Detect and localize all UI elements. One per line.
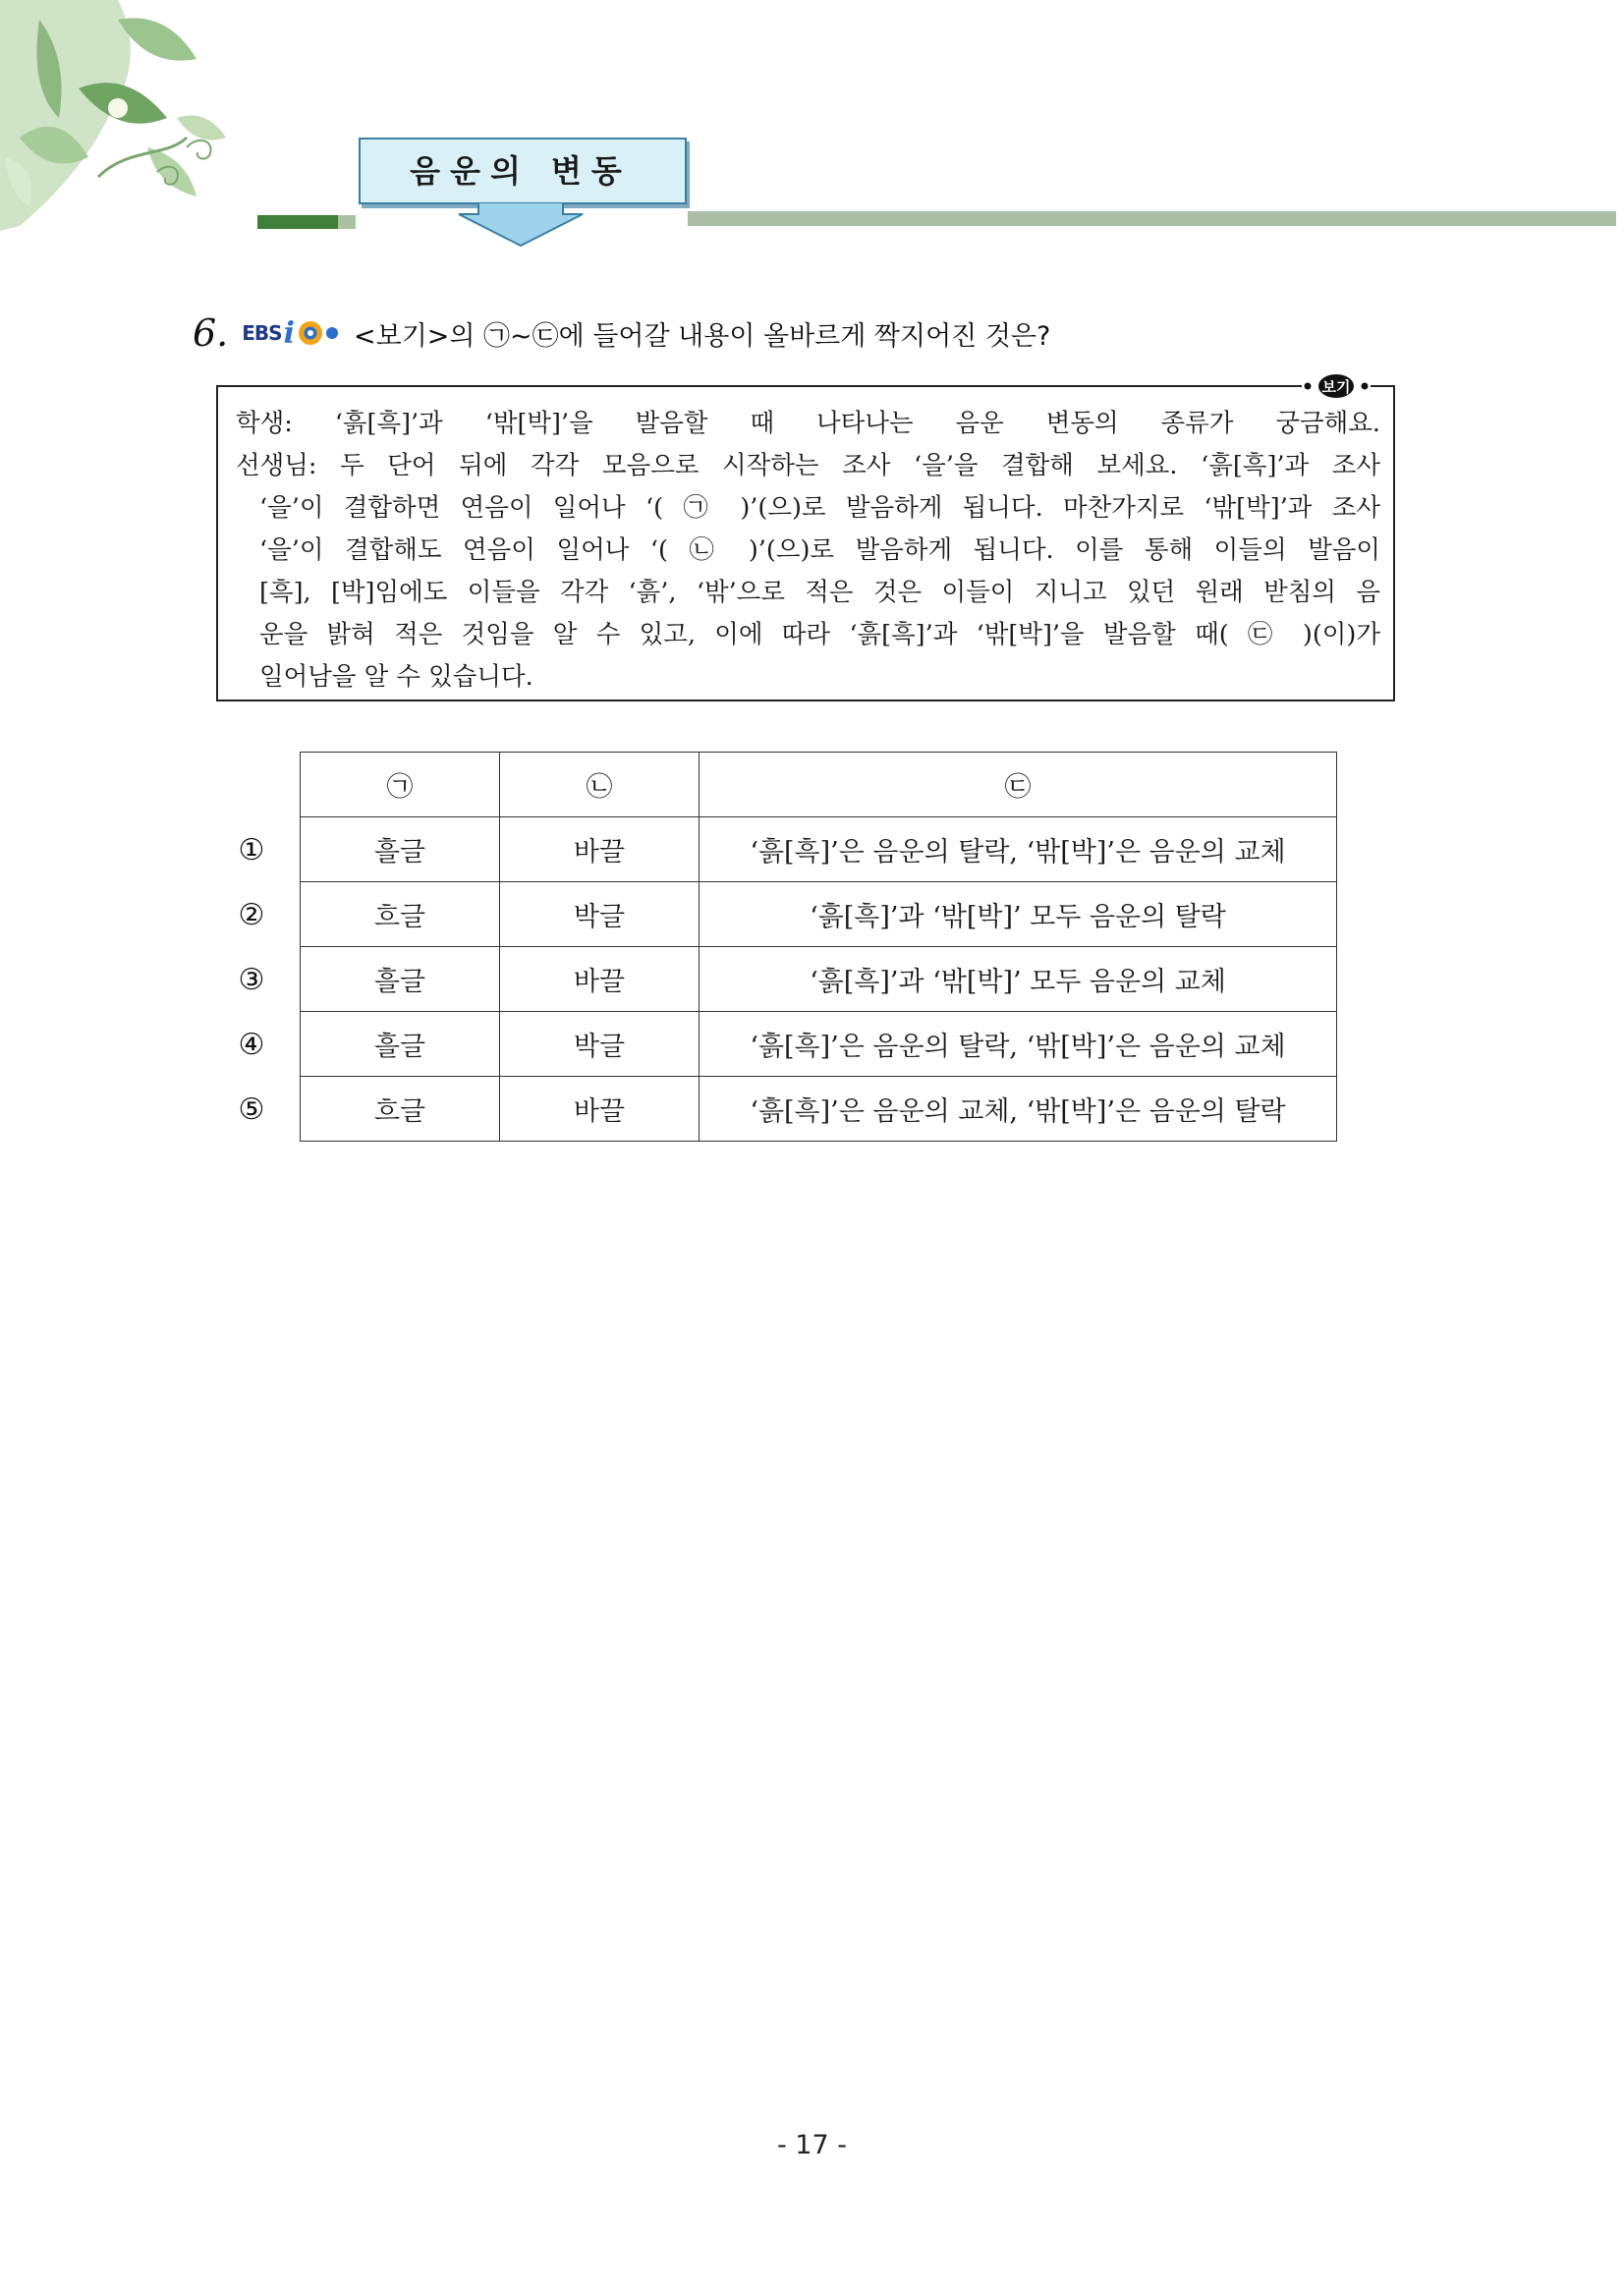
option-number-5: ⑤ (238, 1092, 265, 1127)
bogi-line-4: ‘을’이 결합해도 연음이 일어나 ‘( ㉡ )’(으)로 발음하게 됩니다. 이를 통해 이들의 발음이 (259, 535, 1380, 565)
bogi-line-2: 선생님: 두 단어 뒤에 각각 모음으로 시작하는 조사 ‘을’을 결합해 보세요. ‘흙[흑]’과 조사 (236, 451, 1380, 480)
question-number: 6. (193, 311, 229, 355)
section-title: 음운의 변동 (410, 152, 632, 190)
cell-a: 흐글 (301, 1077, 500, 1142)
bogi-line-5: [흑], [박]임에도 이들을 각각 ‘흙’, ‘밖’으로 적은 것은 이들이 지니고 있던 원래 받침의 음 (259, 578, 1380, 607)
answer-table (300, 752, 1337, 1142)
ebs-logo-i: i (283, 315, 295, 351)
option-number-3: ③ (238, 963, 265, 997)
cell-a: 흘글 (301, 947, 500, 1012)
header-cell-b: ㉡ (500, 753, 700, 817)
header-cell-a: ㉠ (301, 753, 500, 817)
bogi-line-1: 학생: ‘흙[흑]’과 ‘밖[박]’을 발음할 때 나타나는 음운 변동의 종류가 궁금해요. (236, 409, 1380, 438)
table-row[interactable] (301, 1012, 1337, 1077)
down-arrow-icon (457, 202, 585, 248)
table-row[interactable] (301, 882, 1337, 947)
question-header (193, 312, 1050, 354)
bogi-line-3: ‘을’이 결합하면 연음이 일어나 ‘( ㉠ )’(으)로 발음하게 됩니다. 마찬가지로 ‘밖[박]’과 조사 (259, 493, 1380, 523)
option-number-1: ① (238, 833, 265, 868)
bogi-line-6: 운을 밝혀 적은 것임을 알 수 있고, 이에 따라 ‘흙[흑]’과 ‘밖[박]’을 발음할 때( ㉢ )(이)가 (259, 620, 1380, 649)
cell-b: 바끌 (500, 1077, 700, 1142)
ebs-logo-text: EBS (242, 321, 282, 345)
cell-c: ‘흙[흑]’은 음운의 탈락, ‘밖[박]’은 음운의 교체 (700, 1012, 1337, 1077)
option-number-4: ④ (238, 1028, 265, 1062)
cell-b: 박글 (500, 882, 700, 947)
page-number: - 17 - (776, 2130, 847, 2160)
cell-b: 박글 (500, 1012, 700, 1077)
ebs-logo-mark-icon (297, 319, 342, 347)
table-row[interactable] (301, 947, 1337, 1012)
flower-decoration (0, 0, 246, 231)
cell-c: ‘흙[흑]’은 음운의 탈락, ‘밖[박]’은 음운의 교체 (700, 817, 1337, 882)
table-row[interactable] (301, 817, 1337, 882)
cell-b: 바끌 (500, 817, 700, 882)
option-number-2: ② (238, 898, 265, 932)
bogi-mark-label: 보기 (1321, 378, 1351, 396)
bogi-content (236, 403, 1380, 699)
header-accent-bar-light (338, 215, 356, 229)
bogi-line-7: 일어남을 알 수 있습니다. (259, 662, 533, 692)
table-row[interactable] (301, 1077, 1337, 1142)
header-accent-bar (257, 215, 338, 229)
header-cell-c: ㉢ (700, 753, 1337, 817)
cell-c: ‘흙[흑]’과 ‘밖[박]’ 모두 음운의 탈락 (700, 882, 1337, 947)
cell-b: 바끌 (500, 947, 700, 1012)
section-title-badge (359, 138, 693, 246)
cell-a: 흘글 (301, 817, 500, 882)
ebsi-logo (242, 316, 342, 351)
header-rule (688, 211, 1616, 226)
cell-a: 흐글 (301, 882, 500, 947)
cell-a: 흘글 (301, 1012, 500, 1077)
table-header-row (301, 753, 1337, 817)
bogi-mark (1302, 371, 1371, 401)
cell-c: ‘흙[흑]’은 음운의 교체, ‘밖[박]’은 음운의 탈락 (700, 1077, 1337, 1142)
question-text: <보기>의 ㉠~㉢에 들어갈 내용이 올바르게 짝지어진 것은? (353, 320, 1051, 352)
cell-c: ‘흙[흑]’과 ‘밖[박]’ 모두 음운의 교체 (700, 947, 1337, 1012)
